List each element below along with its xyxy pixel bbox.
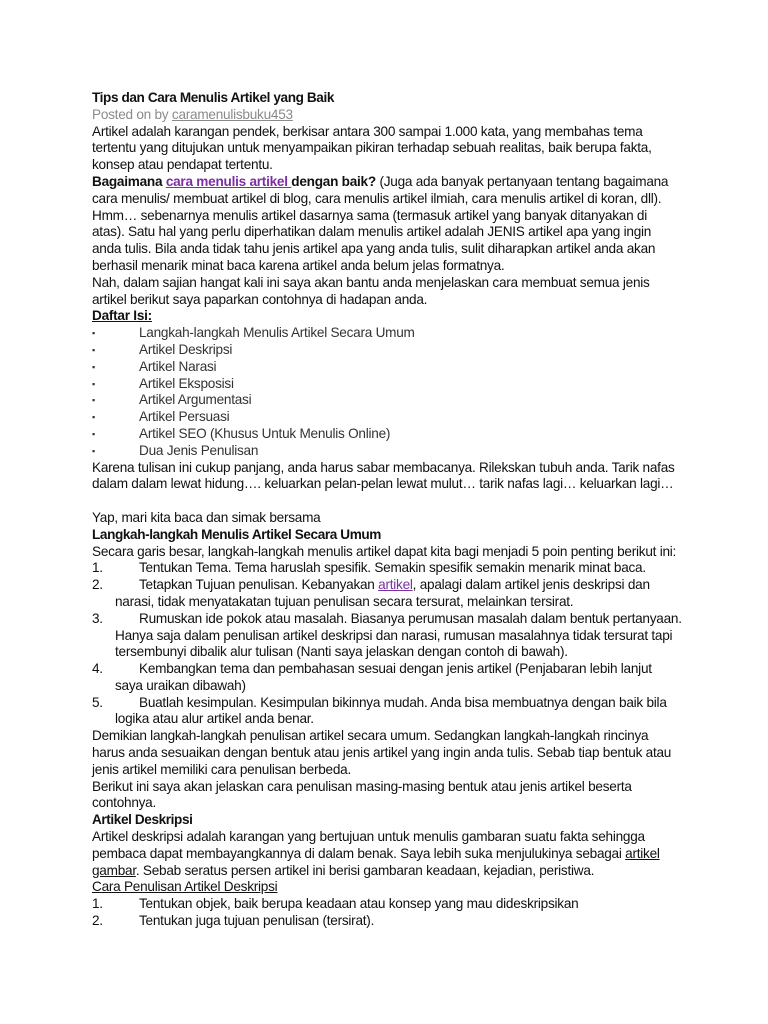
artikel-gambar-link[interactable]: artikel gambar: [92, 845, 660, 878]
karena-paragraph: Karena tulisan ini cukup panjang, anda harus sabar membacanya. Rilekskan tubuh anda. Tarik nafas dalam dalam lewat hidung…. keluarkan pelan-pelan lewat mulut… tarik nafas lagi… keluarkan lagi…: [92, 459, 675, 492]
deskripsi-paragraph: [92, 829, 682, 879]
toc-item-label: Artikel Persuasi: [139, 409, 230, 425]
toc-item-label: Artikel Deskripsi: [139, 341, 233, 357]
bullet-icon: ▪: [92, 428, 95, 439]
bullet-icon: ▪: [92, 361, 95, 372]
toc-item[interactable]: [92, 426, 682, 443]
toc-item[interactable]: [92, 376, 682, 393]
toc-item-label: Langkah-langkah Menulis Artikel Secara Umum: [139, 325, 415, 341]
cara-penulisan-heading: Cara Penulisan Artikel Deskripsi: [92, 879, 278, 895]
table-of-contents: [92, 325, 682, 459]
byline: [92, 107, 682, 124]
section-heading-langkah: Langkah-langkah Menulis Artikel Secara Umum: [92, 526, 381, 542]
step-text: Tentukan Tema. Tema haruslah spesifik. Semakin spesifik semakin menarik minat baca.: [139, 560, 646, 576]
toc-item[interactable]: [92, 342, 682, 359]
section-heading-deskripsi: Artikel Deskripsi: [92, 812, 193, 828]
bullet-icon: ▪: [92, 445, 95, 456]
bullet-icon: ▪: [92, 344, 95, 355]
step-text: Buatlah kesimpulan. Kesimpulan bikinnya mudah. Anda bisa membuatnya dengan baik bila logika atau alur artikel anda benar.: [115, 694, 667, 727]
toc-item-label: Artikel Narasi: [139, 358, 217, 374]
berikut-paragraph: Berikut ini saya akan jelaskan cara penulisan masing-masing bentuk atau jenis artikel beserta contohnya.: [92, 778, 632, 811]
step-number: 3.: [92, 610, 103, 626]
question-rest: (Juga ada banyak pertanyaan tentang bagaimana cara menulis/ membuat artikel di blog, cara menulis artikel ilmiah, cara menulis artikel di koran, dll).: [92, 173, 669, 206]
step-number: 2.: [92, 577, 103, 593]
cara-item: [92, 896, 682, 913]
question-paragraph: [92, 174, 682, 208]
toc-item[interactable]: [92, 325, 682, 342]
spacer-line: [92, 493, 682, 510]
secara-paragraph: Secara garis besar, langkah-langkah menulis artikel dapat kita bagi menjadi 5 poin penting berikut ini:: [92, 543, 677, 559]
bullet-icon: ▪: [92, 395, 95, 406]
cara-item: [92, 913, 682, 930]
demikian-paragraph: Demikian langkah-langkah penulisan artikel secara umum. Sedangkan langkah-langkah rincinya harus anda sesuaikan dengan bentuk atau jenis artikel yang ingin anda tulis. Sebab tiap bentuk atau jenis artikel memiliki cara penulisan berbeda.: [92, 728, 672, 777]
artikel-link[interactable]: artikel: [378, 577, 413, 593]
document-page: [92, 90, 682, 930]
deskripsi-text-cont: . Sebab seratus persen artikel ini berisi gambaran keadaan, kejadian, peristiwa.: [135, 862, 595, 878]
cara-text: Tentukan juga tujuan penulisan (tersirat).: [139, 913, 375, 929]
step-number: 4.: [92, 661, 103, 677]
cara-list: [92, 896, 682, 930]
cara-text: Tentukan objek, baik berupa keadaan atau konsep yang mau dideskripsikan: [139, 896, 579, 912]
step-number: 5.: [92, 694, 103, 710]
hmm-paragraph: Hmm… sebenarnya menulis artikel dasarnya sama (termasuk artikel yang banyak ditanyakan di atas). Satu hal yang perlu diperhatikan dalam menulis artikel adalah JENIS artikel apa yang ingin anda tulis. Bila anda tidak tahu jenis artikel apa yang anda tulis, sulit diharapkan artikel anda akan berhasil menarik minat baca karena artikel anda belum jelas formatnya.: [92, 207, 656, 273]
step-item: [92, 611, 682, 661]
cara-number: 1.: [92, 896, 103, 912]
step-item: [92, 661, 682, 695]
step-number: 1.: [92, 560, 103, 576]
step-item: [92, 560, 682, 577]
step-text: Kembangkan tema dan pembahasan sesuai dengan jenis artikel (Penjabaran lebih lanjut saya uraikan dibawah): [115, 661, 652, 693]
step-text: Tetapkan Tujuan penulisan. Kebanyakan: [139, 577, 379, 593]
step-text: Rumuskan ide pokok atau masalah. Biasanya perumusan masalah dalam bentuk pertanyaan. Hanya saja dalam penulisan artikel deskripsi dan narasi, rumusan masalahnya tidak tersurat tapi tersembunyi dibalik alur tulisan (Nanti saya jelaskan dengan contoh di bawah).: [115, 610, 682, 660]
toc-item-label: Artikel SEO (Khusus Untuk Menulis Online): [139, 425, 391, 441]
steps-list: [92, 560, 682, 728]
intro-paragraph: Artikel adalah karangan pendek, berkisar antara 300 sampai 1.000 kata, yang membahas tema tertentu yang ditujukan untuk menyampaikan pikiran terhadap sebuah realitas, baik berupa fakta, konsep atau pendapat tertentu.: [92, 123, 652, 173]
toc-item[interactable]: [92, 409, 682, 426]
toc-item[interactable]: [92, 443, 682, 460]
step-item: [92, 695, 682, 729]
nah-paragraph: Nah, dalam sajian hangat kali ini saya akan bantu anda menjelaskan cara membuat semua jenis artikel berikut saya paparkan contohnya di hadapan anda.: [92, 274, 650, 307]
article-title: Tips dan Cara Menulis Artikel yang Baik: [92, 90, 335, 105]
cara-number: 2.: [92, 913, 103, 929]
author-link[interactable]: caramenulisbuku453: [171, 106, 293, 122]
step-text-cont: , apalagi dalam artikel jenis deskripsi dan narasi, tidak menyatakatan tujuan penulisan secara tersurat, melainkan tersirat.: [115, 577, 650, 609]
deskripsi-text: Artikel deskripsi adalah karangan yang bertujuan untuk menulis gambaran suatu fakta sehingga pembaca dapat membayangkannya di dalam benak. Saya lebih suka menjulukinya sebagai: [92, 829, 645, 861]
toc-item[interactable]: [92, 392, 682, 409]
toc-item-label: Dua Jenis Penulisan: [139, 442, 259, 458]
toc-heading: Daftar Isi:: [92, 308, 152, 324]
bullet-icon: ▪: [92, 328, 95, 339]
toc-item-label: Artikel Argumentasi: [139, 392, 252, 408]
yap-paragraph: Yap, mari kita baca dan simak bersama: [92, 509, 321, 525]
question-start: Bagaimana: [92, 173, 166, 189]
question-end: dengan baik?: [291, 173, 376, 189]
cara-menulis-link[interactable]: cara menulis artikel: [165, 173, 292, 189]
bullet-icon: ▪: [92, 412, 95, 423]
toc-item[interactable]: [92, 359, 682, 376]
step-item: [92, 577, 682, 611]
bullet-icon: ▪: [92, 378, 95, 389]
toc-item-label: Artikel Eksposisi: [139, 375, 234, 391]
posted-prefix: Posted on by: [92, 106, 172, 122]
